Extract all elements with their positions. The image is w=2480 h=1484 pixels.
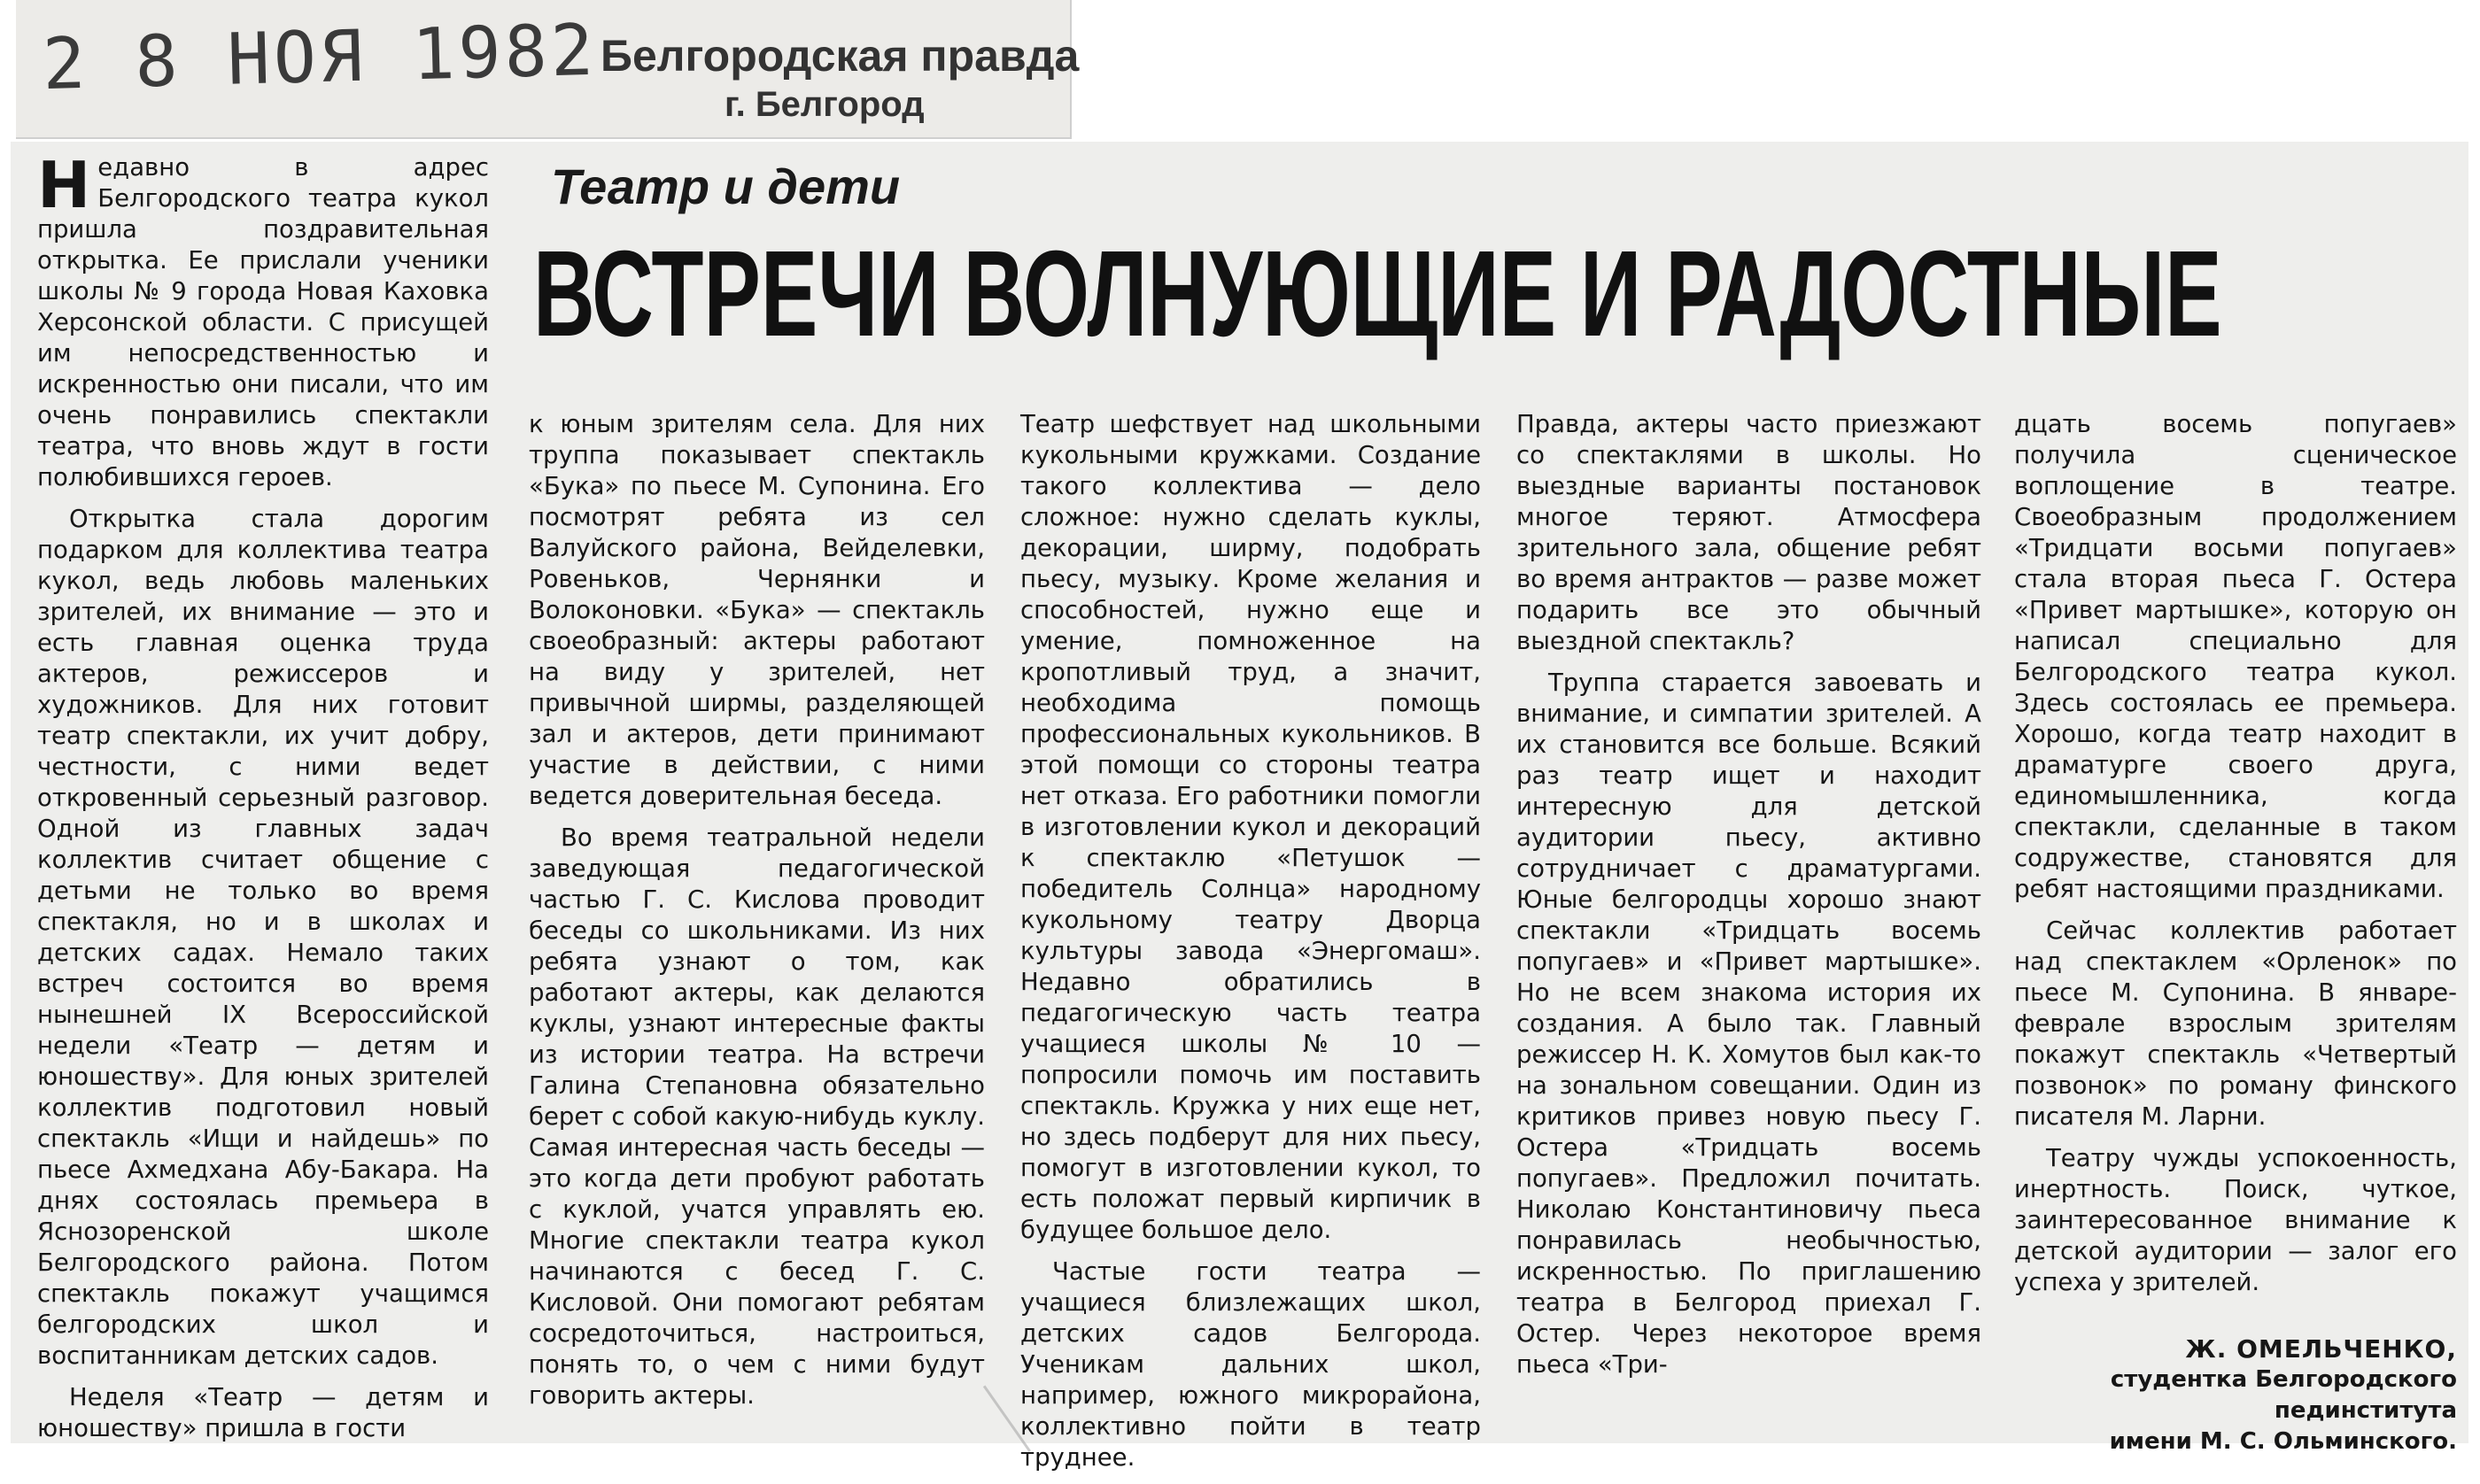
paragraph: Открытка стала дорогим подарком для коллектива театра кукол, ведь любовь маленьких зрителей, их внимание — это и есть главная оценка труда актеров, режиссеров и художников. Для них готовит театр спектакли, их учит добру, честности, с ними ведет откровенный серьезный разговор. Одной из главных задач коллектив считает общение с детьми не только во время спектакля, но и в школах и детских садах. Немало таких встреч состоится во время нынешней IX Всероссийской недели «Театр — детям и юношеству». Для юных зрителей коллектив подготовил новый спектакль «Ищи и найдешь» по пьесе Ахмедхана Абу-Бакара. На днях состоялась премьера в Яснозоренской школе Белгородского района. Потом спектакль покажут учащимся белгородских школ и воспитанникам детских садов. [37,505,489,1370]
column-3 [1020,409,1481,1484]
clipping-header [16,0,1080,139]
paragraph: Недавно в адрес Белгородского театра кукол пришла поздравительная открытка. Ее прислали ученики школы № 9 города Новая Каховка Херсонской области. С присущей им непосредственностью и искренностью они писали, что им очень понравились спектакли театра, что вновь ждут в гости полюбившихся героев. [37,148,489,491]
paragraph: Сейчас коллектив работает над спектаклем «Орленок» по пьесе М. Супонина. В январе-феврале взрослым зрителям покажут спектакль «Четвертый позвонок» по роману финского писателя М. Ларни. [2014,916,2457,1131]
paragraph: Театр шефствует над школьными кукольными кружками. Создание такого коллектива — дело сложное: нужно сделать куклы, декорации, ширму, подобрать пьесу, музыку. Кроме желания и способностей, нужно еще и умение, помноженное на кропотливый труд, а значит, необходима помощь профессиональных кукольников. В этой помощи со стороны театра нет отказа. Его работники помогли в изготовлении кукол и декораций к спектаклю «Петушок — победитель Солнца» народному кукольному театру Дворца культуры завода «Энергомаш». Недавно обратились в педагогическую часть театра учащиеся школы № 10 — попросили помочь им поставить спектакль. Кружка у них еще нет, но здесь подберут для них пьесу, помогут в изготовлении кукол, то есть положат первый кирпичик в будущее большое дело. [1020,410,1481,1244]
column-1 [37,148,489,1455]
newspaper-name: Белгородская правда [601,31,1080,81]
column-2 [529,409,985,1422]
column-5 [2014,409,2457,1457]
paragraph: Во время театральной недели заведующая педагогической частью Г. С. Кислова проводит беседы со школьниками. Из них ребята узнают о том, как работают актеры, как делаются куклы, узнают интересные факты из истории театра. На встречи Галина Степановна обязательно берет с собой какую-нибудь куклу. Самая интересная часть беседы — это когда дети пробуют работать с куклой, учатся управлять ею. Многие спектакли театра кукол начинаются с бесед Г. С. Кисловой. Они помогают ребятам сосредоточиться, настроиться, понять то, о чем с ними будут говорить актеры. [529,823,985,1410]
paragraph: Правда, актеры часто приезжают со спектаклями в школы. Но выездные варианты постановок многое теряют. Атмосфера зрительного зала, общение ребят во время антрактов — разве может подарить все это обычный выездной спектакль? [1516,410,1981,655]
paragraph: к юным зрителям села. Для них труппа показывает спектакль «Бука» по пьесе М. Супонина. Его посмотрят ребята из сел Валуйского района, Вейделевки, Ровеньков, Чернянки и Волоконовки. «Бука» — спектакль своеобразный: актеры работают на виду у зрителей, нет привычной ширмы, разделяющей зал и актеров, дети принимают участие в действии, с ними ведется доверительная беседа. [529,410,985,810]
signature [2014,1333,2457,1457]
paragraph: Частые гости театра — учащиеся близлежащих школ, детских садов Белгорода. Ученикам дальних школ, например, южного микрорайона, коллективно пойти в театр труднее. [1020,1257,1481,1472]
signature-line: пединститута [2274,1397,2457,1424]
column-4 [1516,409,1981,1391]
newspaper-city: г. Белгород [725,85,925,124]
paragraph: Театру чужды успокоенность, инертность. Поиск, чуткое, заинтересованное внимание к детской аудитории — залог его успеха у зрителей. [2014,1144,2457,1296]
date-stamp: 2 8 НОЯ 1982 [41,8,599,106]
signature-line: имени М. С. Ольминского. [2109,1428,2457,1455]
paragraph: дцать восемь попугаев» получила сценическое воплощение в театре. Своеобразным продолжением «Тридцати восьми попугаев» стала вторая пьеса Г. Остера «Привет мартышке», которую он написал специально для Белгородского театра кукол. Здесь состоялась ее премьера. Хорошо, когда театр находит в драматурге своего друга, единомышленника, когда спектакли, сделанные в таком содружестве, становятся для ребят настоящими праздниками. [2014,410,2457,903]
article-clipping [11,142,2468,1472]
signature-author: Ж. ОМЕЛЬЧЕНКО, [2185,1334,2457,1364]
signature-line: студентка Белгородского [2110,1366,2457,1393]
rubric: Театр и дети [551,158,901,214]
paragraph: Неделя «Театр — детям и юношеству» пришла в гости [37,1383,489,1442]
paragraph: Труппа старается завоевать и внимание, и симпатии зрителей. А их становится все больше. Всякий раз театр ищет и находит интересную для детской аудитории пьесу, активно сотрудничает с драматургами. Юные белгородцы хорошо знают спектакли «Тридцать восемь попугаев» и «Привет мартышке». Но не всем знакома история их создания. А было так. Главный режиссер Н. К. Хомутов был как-то на зональном совещании. Один из критиков привез новую пьесу Г. Остера «Тридцать восемь попугаев». Предложил почитать. Николаю Константиновичу пьеса понравилась необычностью, искренностью. По приглашению театра в Белгород приехал Г. Остер. Через некоторое время пьеса «Три- [1516,669,1981,1379]
headline: ВСТРЕЧИ ВОЛНУЮЩИЕ И РАДОСТНЫЕ [533,226,2222,362]
